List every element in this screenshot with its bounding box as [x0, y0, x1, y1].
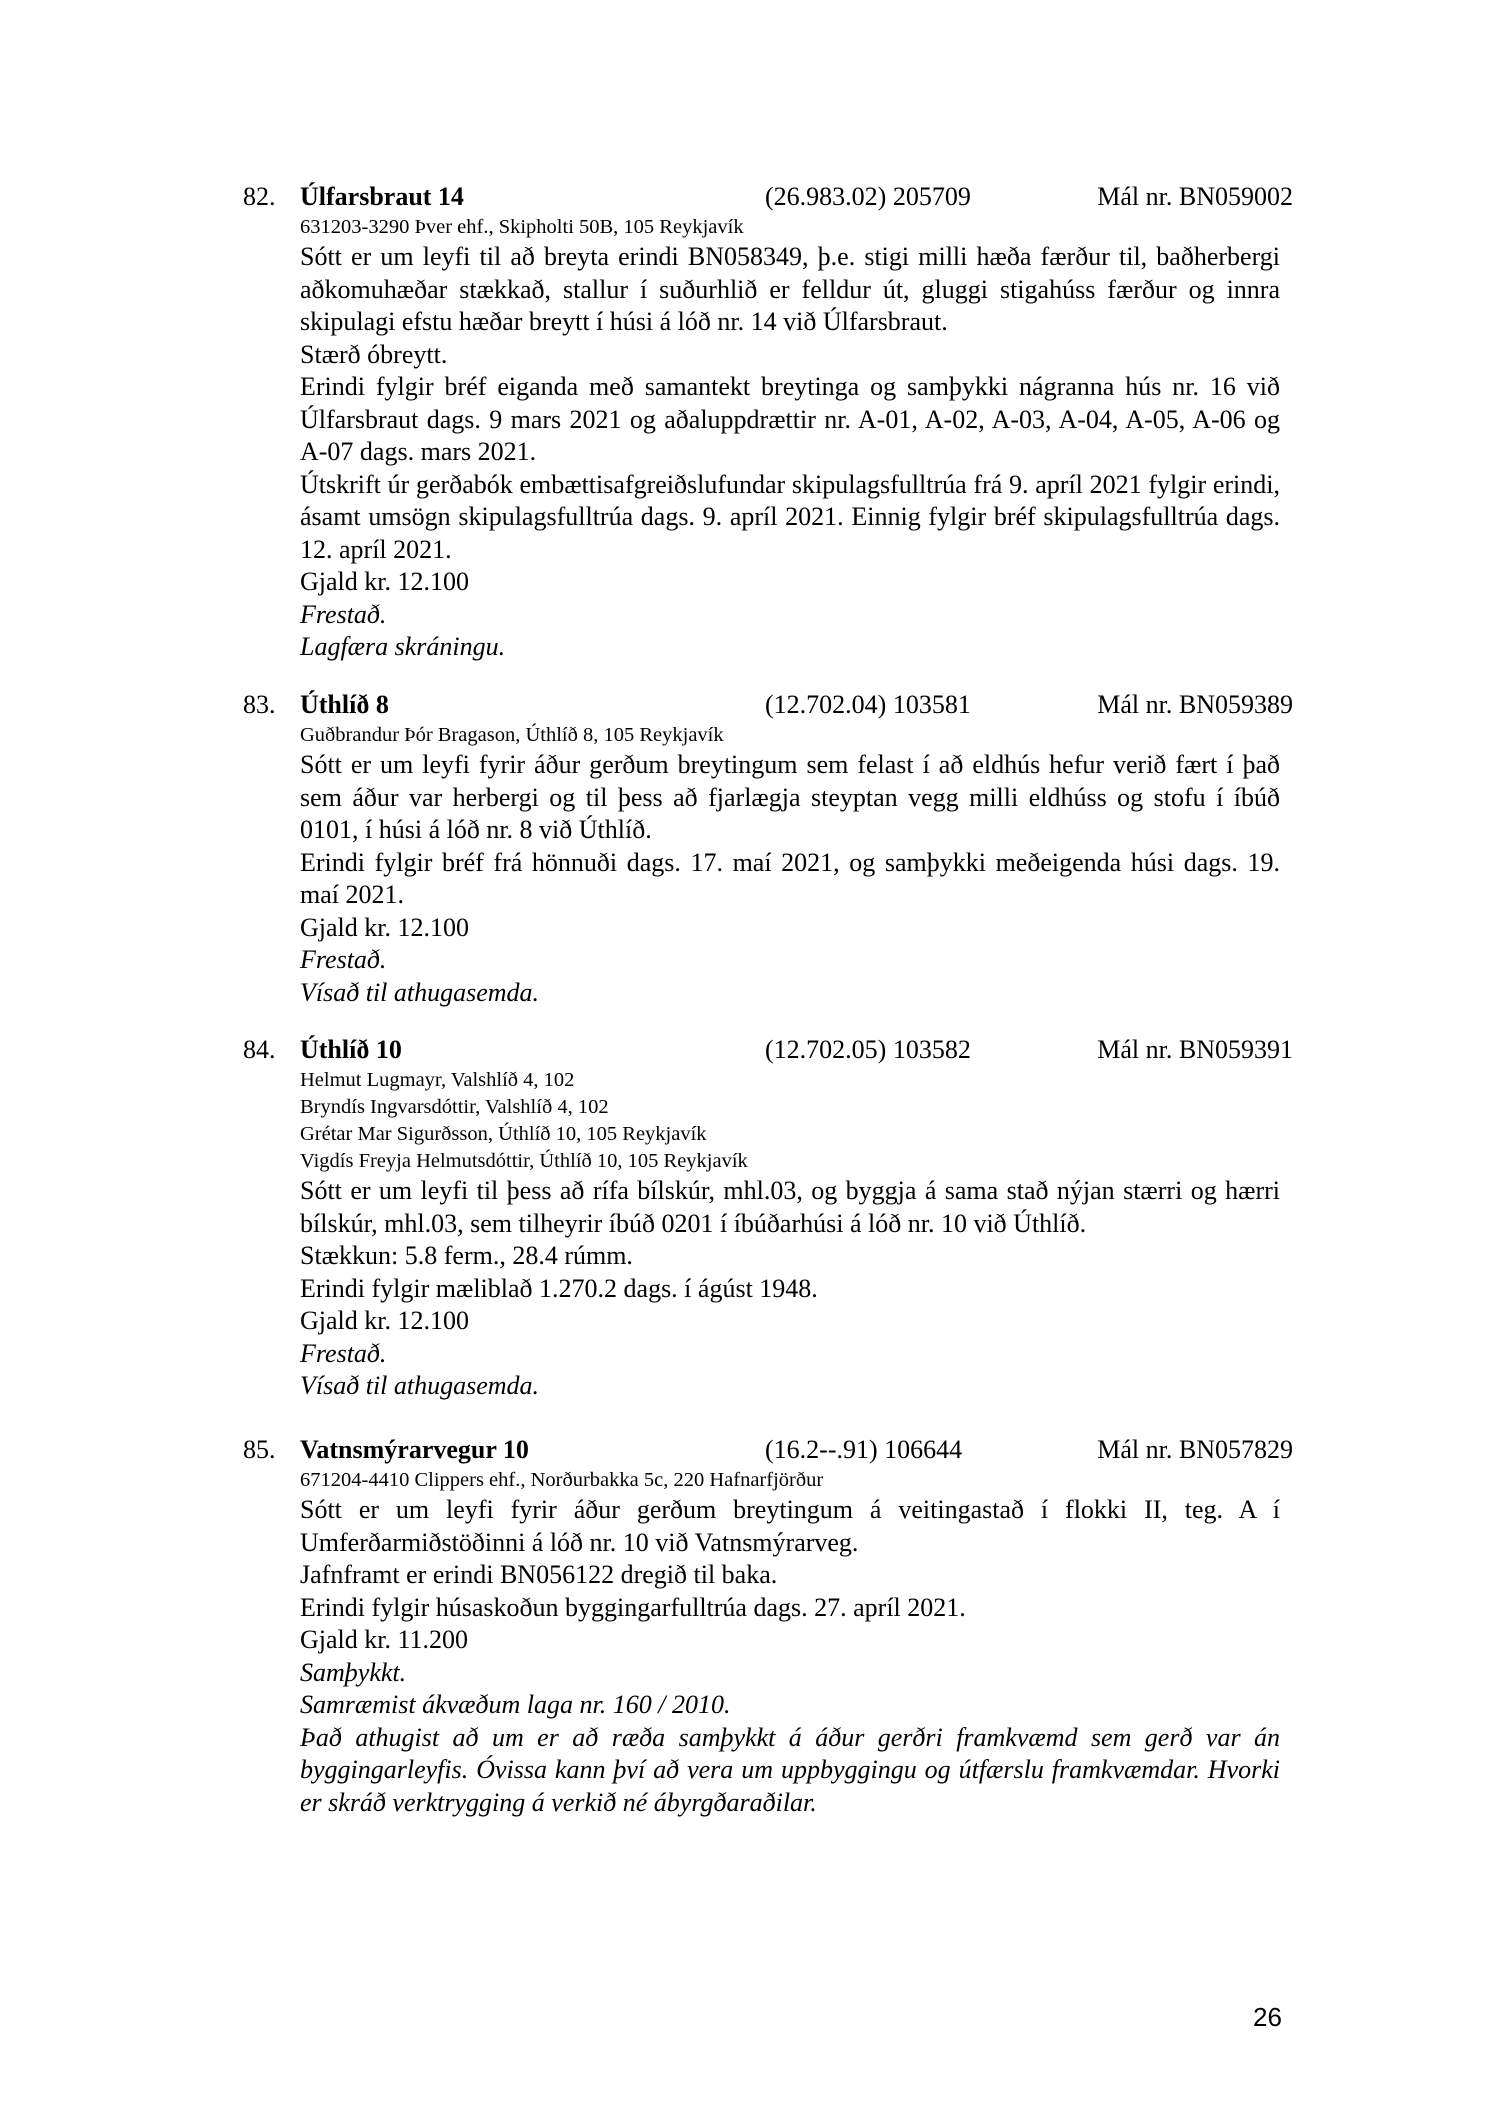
description: Sótt er um leyfi til að breyta erindi BN058349, þ.e. stigi milli hæða færður til, baðherbergi aðkomuhæðar stækkað, stallur í suðurhlið er felldur út, gluggi stigahúss færður og innra skipulagi efstu hæðar breytt í húsi á lóð nr. 14 við Úlfarsbraut. — [300, 242, 1280, 336]
page-number: 26 — [1253, 2002, 1282, 2032]
decision-note: Vísað til athugasemda. — [300, 977, 540, 1007]
case-number: Mál nr. BN059002 — [1097, 182, 1293, 211]
size-note: Stækkun: 5.8 ferm., 28.4 rúmm. — [300, 1241, 633, 1270]
decision: Samþykkt. — [300, 1657, 407, 1687]
applicant: Grétar Mar Sigurðsson, Úthlíð 10, 105 Reykjavík — [300, 1123, 707, 1145]
applicant: Bryndís Ingvarsdóttir, Valshlíð 4, 102 — [300, 1096, 609, 1118]
entry-83 — [243, 688, 1293, 1009]
entry-number: 84. — [243, 1035, 276, 1064]
property-address: Úthlíð 8 — [300, 690, 389, 719]
land-reference: (26.983.02) 205709 — [765, 182, 971, 211]
land-reference: (12.702.04) 103581 — [765, 690, 971, 719]
property-address: Vatnsmýrarvegur 10 — [300, 1435, 529, 1464]
withdrawal-note: Jafnframt er erindi BN056122 dregið til baka. — [300, 1560, 778, 1589]
entry-82 — [243, 180, 1293, 664]
entry-84 — [243, 1033, 1293, 1403]
entry-number: 83. — [243, 690, 276, 719]
description: Sótt er um leyfi fyrir áður gerðum breytingum á veitingastað í flokki II, teg. A í Umferðarmiðstöðinni á lóð nr. 10 við Vatnsmýrarveg. — [300, 1495, 1280, 1557]
entry-header — [243, 180, 1293, 214]
attachments-note: Erindi fylgir bréf eiganda með samantekt breytinga og samþykki nágranna hús nr. 16 við Úlfarsbraut dags. 9 mars 2021 og aðaluppdrættir nr. A-01, A-02, A-03, A-04, A-05, A-06 og A-07 dags. mars 2021. — [300, 372, 1280, 466]
decision-remark: Það athugist að um er að ræða samþykkt á áður gerðri framkvæmd sem gerð var án byggingarleyfis. Óvissa kann því að vera um uppbyggingu og útfærslu framkvæmdar. Hvorki er skráð verktrygging á verkið né ábyrgðaraðilar. — [300, 1722, 1280, 1817]
entry-header — [243, 1433, 1293, 1467]
fee: Gjald kr. 12.100 — [300, 567, 469, 596]
decision: Frestað. — [300, 945, 387, 974]
applicant: Helmut Lugmayr, Valshlíð 4, 102 — [300, 1069, 575, 1091]
entry-number: 82. — [243, 182, 276, 211]
fee: Gjald kr. 11.200 — [300, 1625, 469, 1654]
entry-body — [300, 214, 1280, 664]
decision-note: Samræmist ákvæðum laga nr. 160 / 2010. — [300, 1690, 731, 1719]
fee: Gjald kr. 12.100 — [300, 912, 469, 942]
decision: Frestað. — [300, 1338, 387, 1368]
land-reference: (12.702.05) 103582 — [765, 1035, 971, 1064]
case-number: Mál nr. BN057829 — [1097, 1435, 1293, 1464]
entry-header — [243, 1033, 1293, 1067]
attachments-note: Útskrift úr gerðabók embættisafgreiðslufundar skipulagsfulltrúa frá 9. apríl 2021 fylgir erindi, ásamt umsögn skipulagsfulltrúa dags. 9. apríl 2021. Einnig fylgir bréf skipulagsfulltrúa dags. 12. apríl 2021. — [300, 469, 1280, 564]
land-reference: (16.2--.91) 106644 — [765, 1435, 963, 1464]
property-address: Úlfarsbraut 14 — [300, 182, 464, 211]
description: Sótt er um leyfi til þess að rífa bílskúr, mhl.03, og byggja á sama stað nýjan stærri og hærri bílskúr, mhl.03, sem tilheyrir íbúð 0201 í íbúðarhúsi á lóð nr. 10 við Úthlíð. — [300, 1176, 1280, 1238]
entry-85 — [243, 1433, 1293, 1819]
decision-note: Lagfæra skráningu. — [300, 632, 506, 661]
decision: Frestað. — [300, 599, 387, 629]
applicant: 631203-3290 Þver ehf., Skipholti 50B, 105 Reykjavík — [300, 216, 744, 238]
applicant: 671204-4410 Clippers ehf., Norðurbakka 5c, 220 Hafnarfjörður — [300, 1469, 824, 1491]
entry-header — [243, 688, 1293, 722]
entry-number: 85. — [243, 1435, 276, 1464]
decision-note: Vísað til athugasemda. — [300, 1371, 540, 1400]
fee: Gjald kr. 12.100 — [300, 1306, 469, 1335]
entry-body — [300, 722, 1280, 1009]
attachments-note: Erindi fylgir mæliblað 1.270.2 dags. í ágúst 1948. — [300, 1273, 818, 1303]
applicant: Vigdís Freyja Helmutsdóttir, Úthlíð 10, 105 Reykjavík — [300, 1150, 748, 1172]
attachments-note: Erindi fylgir húsaskoðun byggingarfulltrúa dags. 27. apríl 2021. — [300, 1592, 966, 1622]
property-address: Úthlíð 10 — [300, 1035, 402, 1064]
entry-body — [300, 1067, 1280, 1403]
size-note: Stærð óbreytt. — [300, 339, 448, 369]
attachments-note: Erindi fylgir bréf frá hönnuði dags. 17. maí 2021, og samþykki meðeigenda húsi dags. 19. maí 2021. — [300, 847, 1280, 909]
description: Sótt er um leyfi fyrir áður gerðum breytingum sem felast í að eldhús hefur verið fært í það sem áður var herbergi og til þess að fjarlægja steyptan vegg milli eldhúss og stofu í íbúð 0101, í húsi á lóð nr. 8 við Úthlíð. — [300, 750, 1280, 844]
case-number: Mál nr. BN059391 — [1097, 1035, 1293, 1064]
entry-body — [300, 1467, 1280, 1819]
applicant: Guðbrandur Þór Bragason, Úthlíð 8, 105 Reykjavík — [300, 724, 724, 746]
case-number: Mál nr. BN059389 — [1097, 690, 1293, 719]
